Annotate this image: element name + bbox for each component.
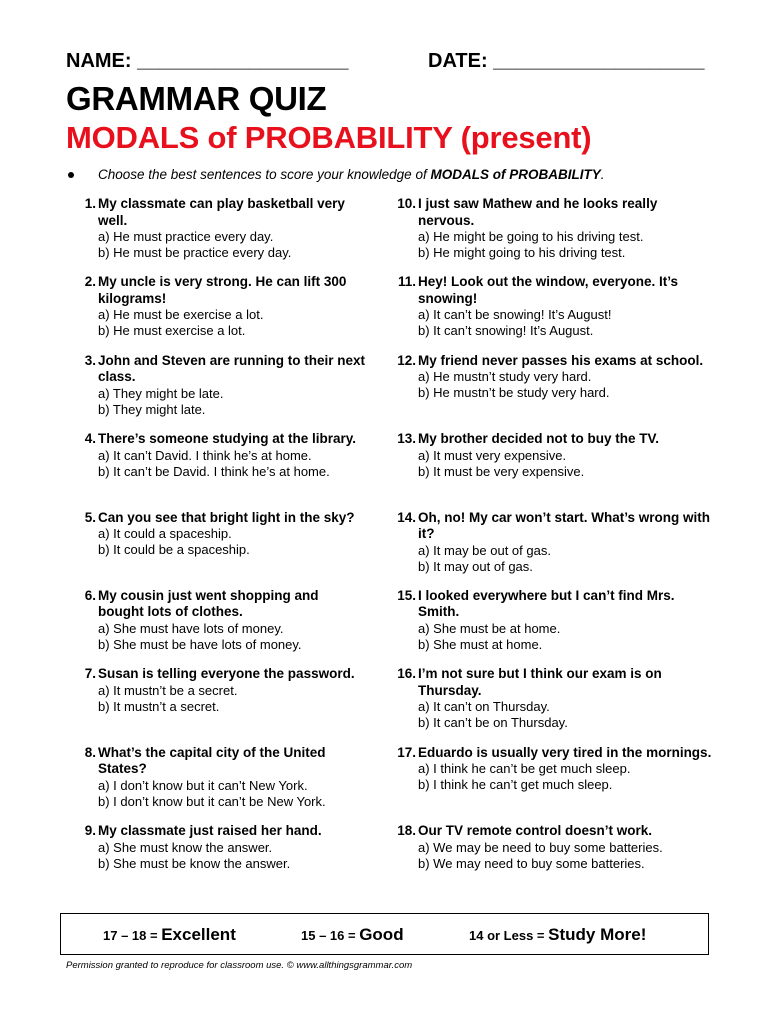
copyright-footer: Permission granted to reproduce for classroom use. © www.allthingsgrammar.com	[66, 960, 413, 971]
instruction-prefix: Choose the best sentences to score your knowledge of	[98, 167, 431, 182]
option-a[interactable]: a) He might be going to his driving test.	[418, 229, 644, 244]
page-title: GRAMMAR QUIZ	[66, 80, 327, 117]
option-b[interactable]: b) He must be practice every day.	[98, 245, 292, 260]
question-text: My classmate just raised her hand.	[98, 823, 322, 839]
question-12	[386, 353, 716, 431]
question-number: 13.	[397, 431, 416, 447]
name-field[interactable]: NAME: ___________________	[66, 50, 349, 72]
option-a[interactable]: a) They might be late.	[98, 385, 224, 401]
score-good	[301, 925, 404, 945]
score-range: 15 – 16 =	[301, 928, 360, 943]
question-text: Can you see that bright light in the sky?	[98, 509, 355, 525]
question-4	[66, 431, 366, 509]
question-number: 16.	[397, 666, 416, 682]
questions-right-column	[386, 196, 716, 902]
option-a[interactable]: a) I think he can’t be get much sleep.	[418, 761, 631, 777]
option-b[interactable]: b) She must be have lots of money.	[98, 636, 302, 652]
option-b[interactable]: b) She must be know the answer.	[98, 855, 291, 871]
option-b[interactable]: b) It could be a spaceship.	[98, 542, 250, 558]
question-text: Susan is telling everyone the password.	[98, 666, 355, 682]
question-6	[66, 588, 366, 666]
score-excellent	[103, 925, 236, 945]
question-number: 14.	[397, 509, 416, 525]
score-box	[60, 913, 709, 955]
subtitle-suffix: (present)	[460, 120, 592, 155]
question-text: I looked everywhere but I can’t find Mrs. Smith.	[418, 587, 675, 620]
question-number: 6.	[84, 587, 96, 603]
option-a[interactable]: a) He must be exercise a lot.	[98, 307, 264, 323]
question-16	[386, 666, 716, 744]
option-a[interactable]: a) It can’t David. I think he’s at home.	[98, 447, 312, 463]
option-a[interactable]: a) She must know the answer.	[98, 839, 273, 855]
question-5	[66, 510, 366, 588]
question-3	[66, 353, 366, 431]
option-a[interactable]: a) It must very expensive.	[418, 447, 567, 463]
score-label: Excellent	[161, 925, 236, 944]
question-2	[66, 274, 366, 352]
option-a[interactable]: a) It can’t be snowing! It’s August!	[418, 307, 612, 323]
option-b[interactable]: b) I don’t know but it can’t be New York.	[98, 793, 326, 809]
question-number: 17.	[397, 744, 416, 760]
question-number: 18.	[397, 823, 416, 839]
question-text: There’s someone studying at the library.	[98, 431, 357, 447]
option-b[interactable]: b) It must be very expensive.	[418, 463, 585, 479]
question-17	[386, 745, 716, 823]
score-range: 14 or Less =	[469, 928, 549, 943]
option-b[interactable]: b) It mustn’t a secret.	[98, 698, 220, 714]
question-number: 10.	[397, 196, 416, 211]
instruction-suffix: .	[600, 167, 605, 182]
instruction	[66, 167, 604, 182]
question-number: 11.	[397, 274, 416, 290]
question-number: 4.	[84, 431, 96, 447]
option-a[interactable]: a) She must be at home.	[418, 620, 561, 636]
question-1	[66, 196, 366, 274]
question-text: John and Steven are running to their next class.	[98, 352, 366, 385]
score-study-more	[469, 925, 646, 945]
option-b[interactable]: b) It may out of gas.	[418, 558, 533, 574]
score-label: Good	[359, 925, 404, 944]
option-b[interactable]: b) She must at home.	[418, 636, 543, 652]
option-a[interactable]: a) It could a spaceship.	[98, 526, 232, 542]
question-number: 7.	[84, 666, 96, 682]
option-a[interactable]: a) She must have lots of money.	[98, 620, 284, 636]
option-b[interactable]: b) It can’t be on Thursday.	[418, 715, 568, 731]
instruction-emphasis: MODALS of PROBABILITY	[430, 167, 601, 182]
option-b[interactable]: b) It can’t snowing! It’s August.	[418, 323, 594, 339]
question-7	[66, 666, 366, 744]
option-b[interactable]: b) He might going to his driving test.	[418, 245, 626, 260]
question-text: My friend never passes his exams at school.	[418, 352, 704, 368]
option-a[interactable]: a) It mustn’t be a secret.	[98, 682, 238, 698]
question-number: 15.	[397, 587, 416, 603]
question-number: 9.	[84, 823, 96, 839]
page-subtitle	[66, 120, 591, 156]
question-text: Eduardo is usually very tired in the mornings.	[418, 744, 712, 760]
question-text: My cousin just went shopping and bought lots of clothes.	[98, 587, 319, 620]
question-text: Hey! Look out the window, everyone. It’s snowing!	[418, 274, 679, 306]
option-a[interactable]: a) I don’t know but it can’t New York.	[98, 777, 308, 793]
option-a[interactable]: a) He must practice every day.	[98, 229, 274, 244]
question-15	[386, 588, 716, 666]
question-text: My brother decided not to buy the TV.	[418, 431, 660, 447]
option-b[interactable]: b) He must exercise a lot.	[98, 323, 246, 339]
question-number: 3.	[84, 352, 96, 368]
questions-left-column	[66, 196, 366, 902]
score-range: 17 – 18 =	[103, 928, 162, 943]
question-text: I just saw Mathew and he looks really nervous.	[418, 196, 658, 228]
subtitle-main: MODALS of PROBABILITY	[66, 120, 453, 155]
option-b[interactable]: b) We may need to buy some batteries.	[418, 855, 645, 871]
question-8	[66, 745, 366, 823]
option-a[interactable]: a) It may be out of gas.	[418, 542, 551, 558]
question-18	[386, 823, 716, 901]
question-number: 12.	[397, 352, 416, 368]
option-a[interactable]: a) He mustn’t study very hard.	[418, 369, 592, 385]
bullet-icon	[68, 172, 74, 178]
question-11	[386, 274, 716, 352]
question-number: 8.	[84, 744, 96, 760]
question-text: Our TV remote control doesn’t work.	[418, 823, 653, 839]
option-b[interactable]: b) It can’t be David. I think he’s at home.	[98, 463, 330, 479]
score-label: Study More!	[548, 925, 647, 944]
question-text: Oh, no! My car won’t start. What’s wrong with it?	[418, 509, 711, 542]
question-10	[386, 196, 716, 274]
option-b[interactable]: b) They might late.	[98, 401, 206, 417]
question-number: 2.	[84, 274, 96, 290]
option-a[interactable]: a) It can’t on Thursday.	[418, 699, 550, 715]
option-b[interactable]: b) He mustn’t be study very hard.	[418, 385, 610, 401]
question-9	[66, 823, 366, 901]
option-b[interactable]: b) I think he can’t get much sleep.	[418, 777, 613, 793]
question-number: 1.	[84, 196, 96, 211]
question-13	[386, 431, 716, 509]
option-a[interactable]: a) We may be need to buy some batteries.	[418, 839, 663, 855]
question-text: My uncle is very strong. He can lift 300 kilograms!	[98, 274, 347, 306]
date-field[interactable]: DATE: ___________________	[428, 50, 705, 72]
question-number: 5.	[84, 509, 96, 525]
question-text: I’m not sure but I think our exam is on Thursday.	[418, 666, 662, 698]
question-text: My classmate can play basketball very well.	[98, 196, 345, 228]
question-14	[386, 510, 716, 588]
question-text: What’s the capital city of the United States?	[98, 744, 326, 777]
